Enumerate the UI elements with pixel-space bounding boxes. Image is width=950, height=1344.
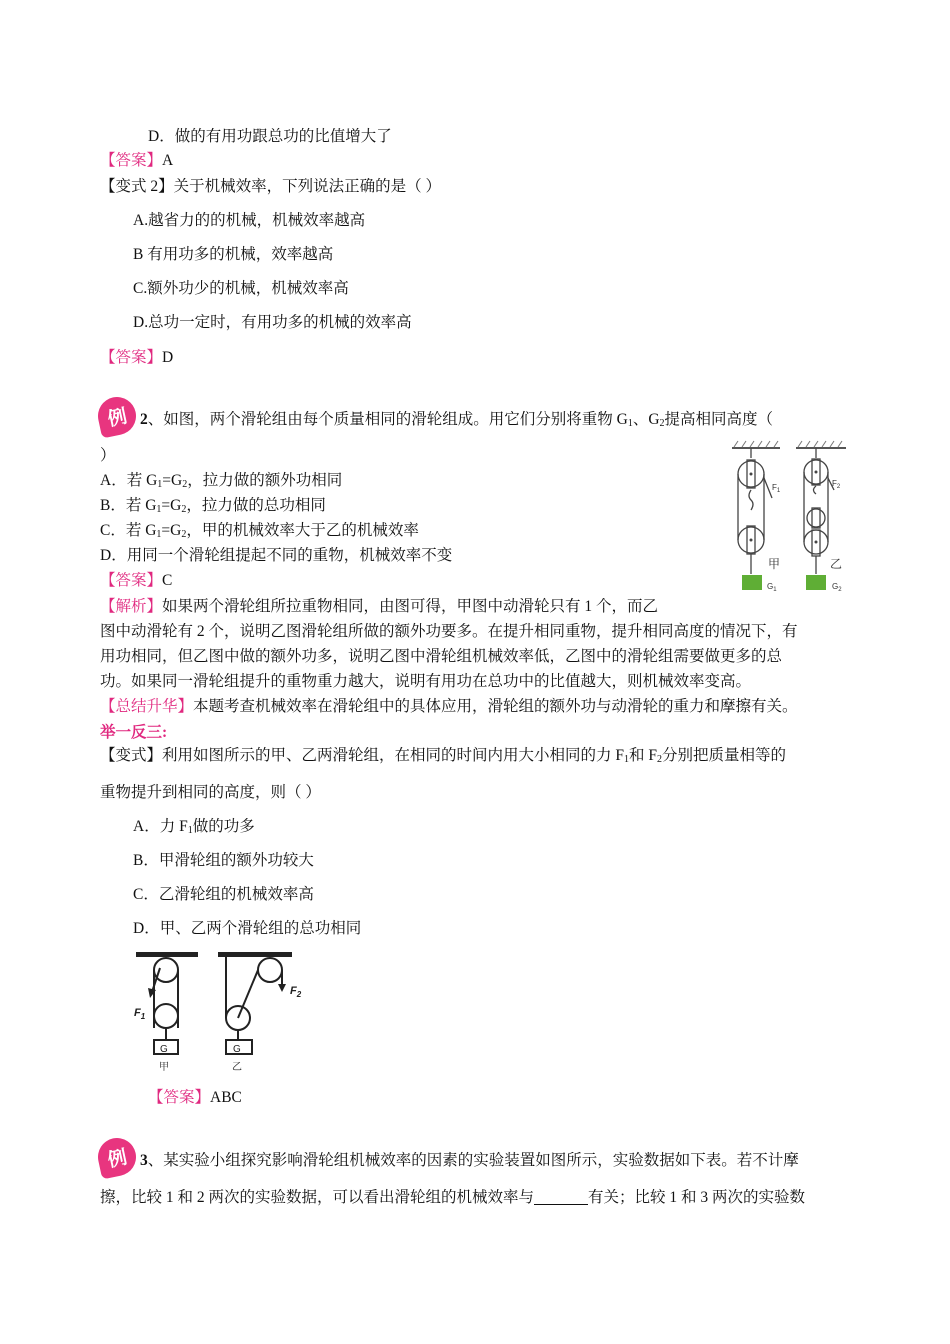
- practice-stem-2: 重物提升到相同的高度，则（ ）: [100, 784, 321, 801]
- weight-label-g2: $G_2$: [832, 582, 842, 593]
- practice-option-d: D．甲、乙两个滑轮组的总功相同: [133, 920, 362, 937]
- variant2-option-a: A.越省力的的机械，机械效率越高: [133, 212, 366, 229]
- force-label-f1: $F_1$: [772, 483, 781, 494]
- variant2-option-b: B 有用功多的机械，效率越高: [133, 246, 334, 263]
- example2-stem: 2、如图，两个滑轮组由每个质量相同的滑轮组成。用它们分别将重物 $G_1$、$G_2$提高相同高度（: [140, 411, 774, 429]
- label-yi: 乙: [232, 1062, 242, 1073]
- practice-answer-line: 【答案】ABC: [148, 1089, 242, 1106]
- weight-label: G: [160, 1044, 168, 1055]
- example2-summary: 【总结升华】本题考查机械效率在滑轮组中的具体应用，滑轮组的额外功与动滑轮的重力和摩擦有关。: [100, 698, 798, 715]
- practice-option-b: B．甲滑轮组的额外功较大: [133, 852, 314, 869]
- example3-stem-1: 3、某实验小组探究影响滑轮组机械效率的因素的实验装置如图所示，实验数据如下表。若不计摩: [140, 1152, 799, 1169]
- example2-analysis-4: 功。如果同一滑轮组提升的重物重力越大，说明有用功在总功中的比值越大，则机械效率变高。: [100, 673, 752, 690]
- fill-blank[interactable]: [534, 1188, 588, 1205]
- practice-option-a: A．力 $F_1$做的功多: [133, 818, 255, 836]
- answer-tag: 【答案】: [100, 152, 163, 169]
- example2-option-b: B．若 $G_1=G_2$，拉力做的总功相同: [100, 497, 326, 515]
- practice-stem-1: 【变式】利用如图所示的甲、乙两滑轮组，在相同的时间内用大小相同的力 $F_1$和 $F_2$分别把质量相等的: [100, 747, 787, 765]
- example2-option-a: A．若 $G_1=G_2$，拉力做的额外功相同: [100, 472, 343, 490]
- example2-analysis-3: 用功相同，但乙图中做的额外功多，说明乙图中滑轮组机械效率低，乙图中的滑轮组需要做更多的总: [100, 648, 783, 665]
- label-yi: 乙: [830, 557, 843, 571]
- weight-label: G: [233, 1044, 241, 1055]
- q1-option-d: D．做的有用功跟总功的比值增大了: [148, 128, 392, 145]
- example2-analysis-2: 图中动滑轮有 2 个，说明乙图滑轮组所做的额外功要多。在提升相同重物，提升相同高度的情况下，有: [100, 623, 798, 640]
- label-jia: 甲: [159, 1062, 169, 1073]
- example2-number: 2: [140, 411, 148, 428]
- variant2-option-c: C.额外功少的机械，机械效率高: [133, 280, 349, 297]
- variant2-tag: 【变式 2】: [100, 178, 174, 195]
- variant2-option-d: D.总功一定时，有用功多的机械的效率高: [133, 314, 412, 331]
- variant2-stem: [100, 176, 441, 198]
- pulley-figure-example2: [724, 438, 864, 600]
- example2-stem-end: ）: [100, 447, 116, 464]
- force-label-f2: $F_2$: [290, 985, 302, 999]
- q1-answer-line: [100, 150, 173, 172]
- variant2-text: 关于机械效率，下列说法正确的是（ ）: [173, 178, 442, 195]
- practice-option-c: C．乙滑轮组的机械效率高: [133, 886, 314, 903]
- label-jia: 甲: [768, 557, 781, 571]
- force-label-f1: $F_1$: [134, 1007, 146, 1021]
- example2-analysis-1: 【解析】如果两个滑轮组所拉重物相同，由图可得，甲图中动滑轮只有 1 个，而乙: [100, 598, 659, 615]
- example-badge: 例: [94, 1134, 139, 1179]
- answer-tag: 【答案】: [100, 349, 163, 366]
- practice-heading: 举一反三:: [100, 724, 168, 741]
- example2-option-c: C．若 $G_1=G_2$，甲的机械效率大于乙的机械效率: [100, 522, 419, 540]
- example-badge: 例: [94, 393, 139, 438]
- variant2-answer-line: [100, 347, 173, 369]
- force-label-f2: $F_2$: [832, 479, 841, 490]
- weight-label-g1: $G_1$: [767, 582, 777, 593]
- example2-option-d: D．用同一个滑轮组提起不同的重物，机械效率不变: [100, 547, 453, 564]
- answer-value: A: [162, 152, 174, 169]
- example2-answer-line: 【答案】C: [100, 572, 173, 589]
- pulley-figure-practice: [128, 948, 313, 1074]
- answer-value: D: [162, 349, 174, 366]
- example3-stem-2: 擦，比较 1 和 2 两次的实验数据，可以看出滑轮组的机械效率与 有关；比较 1 和 3 两次的实验数: [100, 1189, 806, 1206]
